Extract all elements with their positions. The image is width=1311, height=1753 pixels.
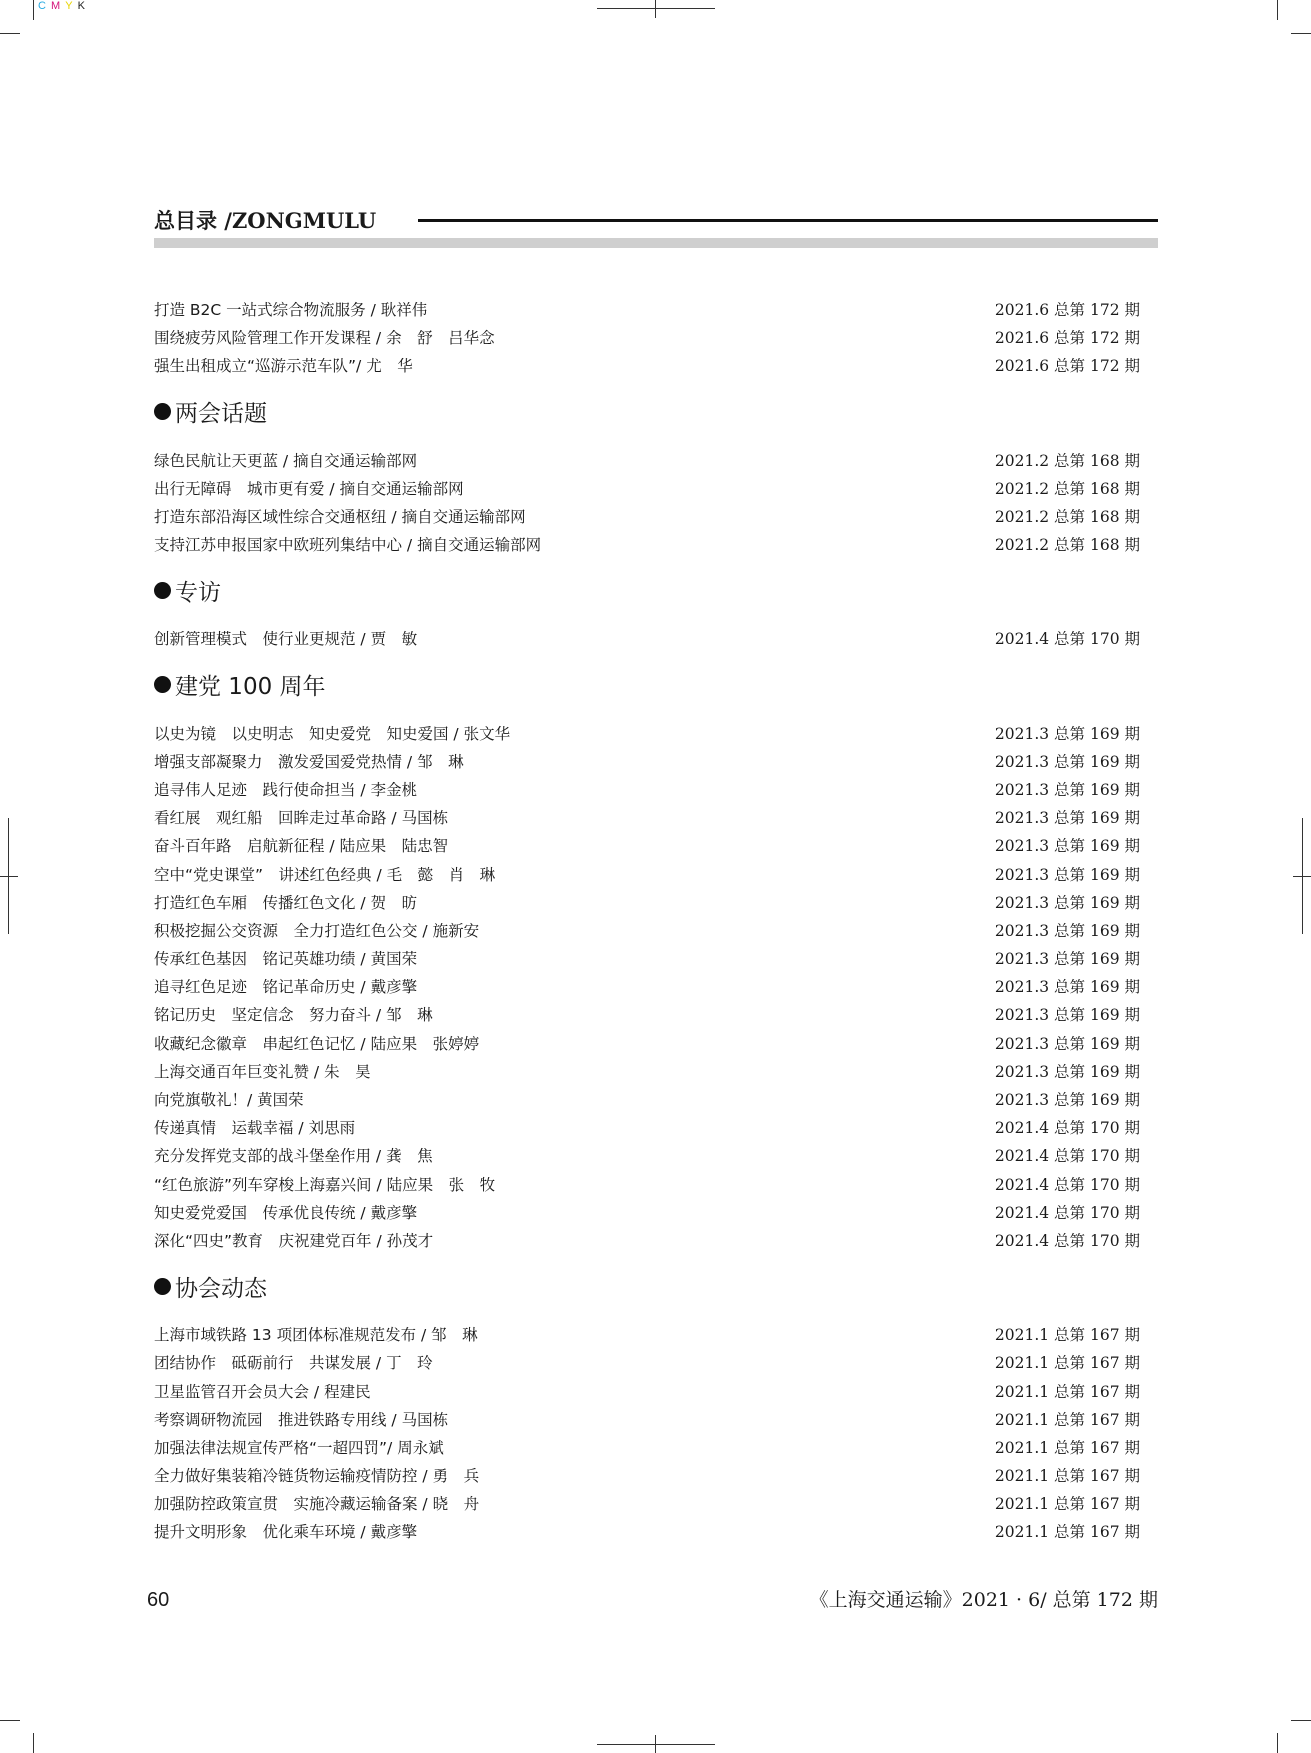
toc-entry (154, 323, 1140, 351)
entry-issue: 2021.4 总第 170 期 (994, 630, 1140, 649)
entry-title: 向党旗敬礼！/ 黄国荣 (154, 1091, 304, 1110)
toc-entry (154, 474, 1140, 502)
entry-title: 奋斗百年路 启航新征程 / 陆应果 陆忠智 (154, 837, 449, 856)
entry-issue: 2021.6 总第 172 期 (994, 301, 1140, 320)
toc-entry (154, 1376, 1140, 1404)
section-heading-text: 两会话题 (175, 401, 267, 428)
toc-entry (154, 351, 1140, 379)
toc-entry (154, 1517, 1140, 1545)
toc-entry (154, 624, 1140, 652)
entry-title: 打造红色车厢 传播红色文化 / 贺 昉 (154, 893, 418, 912)
entry-issue: 2021.3 总第 169 期 (994, 752, 1140, 771)
toc-entry (154, 859, 1140, 887)
toc-entry (154, 719, 1140, 747)
cmyk-c: C (38, 0, 47, 12)
entry-title: 空中“党史课堂” 讲述红色经典 / 毛 懿 肖 琳 (154, 865, 496, 884)
entry-issue: 2021.4 总第 170 期 (994, 1203, 1140, 1222)
entry-title: 全力做好集装箱冷链货物运输疫情防控 / 勇 兵 (154, 1467, 480, 1486)
entry-title: 铭记历史 坚定信念 努力奋斗 / 邹 琳 (154, 1006, 433, 1025)
entry-title: 考察调研物流园 推进铁路专用线 / 马国栋 (154, 1410, 449, 1429)
entry-title: 充分发挥党支部的战斗堡垒作用 / 龚 焦 (154, 1147, 433, 1166)
entry-issue: 2021.1 总第 167 期 (994, 1467, 1140, 1486)
entry-issue: 2021.1 总第 167 期 (994, 1438, 1140, 1457)
registration-mark (655, 1735, 656, 1753)
entry-issue: 2021.3 总第 169 期 (994, 1006, 1140, 1025)
entry-issue: 2021.4 总第 170 期 (994, 1147, 1140, 1166)
registration-mark (8, 818, 9, 934)
entry-title: 传承红色基因 铭记英雄功绩 / 黄国荣 (154, 950, 418, 969)
entry-issue: 2021.3 总第 169 期 (994, 724, 1140, 743)
entry-title: 上海市域铁路 13 项团体标准规范发布 / 邹 琳 (154, 1326, 478, 1345)
entry-title: “红色旅游”列车穿梭上海嘉兴间 / 陆应果 张 牧 (154, 1175, 496, 1194)
entry-issue: 2021.3 总第 169 期 (994, 780, 1140, 799)
crop-mark (1291, 1720, 1311, 1721)
entry-title: 积极挖掘公交资源 全力打造红色公交 / 施新安 (154, 921, 480, 940)
toc-entry (154, 1405, 1140, 1433)
toc-entry (154, 1141, 1140, 1169)
section-heading-text: 协会动态 (175, 1275, 267, 1302)
journal-footer: 《上海交通运输》2021 · 6/ 总第 172 期 (809, 1589, 1158, 1611)
toc-entry (154, 295, 1140, 323)
entry-issue: 2021.1 总第 167 期 (994, 1410, 1140, 1429)
entry-title: 上海交通百年巨变礼赞 / 朱 昊 (154, 1062, 371, 1081)
bullet-icon (154, 582, 171, 599)
cmyk-m: M (51, 0, 62, 12)
entry-issue: 2021.3 总第 169 期 (994, 978, 1140, 997)
entry-issue: 2021.6 总第 172 期 (994, 357, 1140, 376)
page-number: 60 (147, 1589, 170, 1611)
entry-issue: 2021.4 总第 170 期 (994, 1119, 1140, 1138)
entry-title: 支持江苏申报国家中欧班列集结中心 / 摘自交通运输部网 (154, 536, 542, 555)
entry-issue: 2021.4 总第 170 期 (994, 1175, 1140, 1194)
toc-entry (154, 1000, 1140, 1028)
toc-entry (154, 502, 1140, 530)
page-title: 总目录 /ZONGMULU (154, 208, 377, 233)
entry-issue: 2021.3 总第 169 期 (994, 809, 1140, 828)
cmyk-color-bar (38, 0, 86, 12)
entry-title: 知史爱党爱国 传承优良传统 / 戴彦擎 (154, 1203, 418, 1222)
toc-entry (154, 803, 1140, 831)
entry-issue: 2021.1 总第 167 期 (994, 1354, 1140, 1373)
entry-title: 围绕疲劳风险管理工作开发课程 / 余 舒 吕华念 (154, 329, 495, 348)
entry-title: 深化“四史”教育 庆祝建党百年 / 孙茂才 (154, 1231, 434, 1250)
entry-issue: 2021.4 总第 170 期 (994, 1231, 1140, 1250)
entry-title: 提升文明形象 优化乘车环境 / 戴彦擎 (154, 1523, 418, 1542)
registration-mark (1302, 818, 1303, 934)
section-heading (154, 665, 1140, 705)
entry-title: 追寻红色足迹 铭记革命历史 / 戴彦擎 (154, 978, 418, 997)
section-heading-text: 专访 (175, 579, 221, 606)
toc-entry (154, 1461, 1140, 1489)
bullet-icon (154, 1278, 171, 1295)
toc-entry (154, 972, 1140, 1000)
toc-entry (154, 916, 1140, 944)
section-heading (154, 570, 1140, 610)
entry-issue: 2021.3 总第 169 期 (994, 1062, 1140, 1081)
crop-mark (33, 1733, 34, 1753)
toc-entry (154, 1226, 1140, 1254)
entry-title: 看红展 观红船 回眸走过革命路 / 马国栋 (154, 809, 449, 828)
entry-title: 强生出租成立“巡游示范车队”/ 尤 华 (154, 357, 413, 376)
entry-issue: 2021.2 总第 168 期 (994, 479, 1140, 498)
entry-title: 绿色民航让天更蓝 / 摘自交通运输部网 (154, 451, 418, 470)
entry-issue: 2021.3 总第 169 期 (994, 1034, 1140, 1053)
crop-mark (1277, 0, 1278, 20)
entry-issue: 2021.1 总第 167 期 (994, 1326, 1140, 1345)
toc-entry (154, 530, 1140, 558)
toc-entry (154, 1113, 1140, 1141)
entry-issue: 2021.2 总第 168 期 (994, 451, 1140, 470)
header-band (154, 238, 1158, 248)
crop-mark (1277, 1733, 1278, 1753)
section-heading (154, 1266, 1140, 1306)
entry-title: 追寻伟人足迹 践行使命担当 / 李金桃 (154, 780, 418, 799)
toc-entry (154, 944, 1140, 972)
toc-entry (154, 775, 1140, 803)
entry-issue: 2021.1 总第 167 期 (994, 1523, 1140, 1542)
entry-issue: 2021.3 总第 169 期 (994, 950, 1140, 969)
registration-mark (0, 876, 18, 877)
entry-title: 创新管理模式 使行业更规范 / 贾 敏 (154, 630, 418, 649)
entry-title: 传递真情 运载幸福 / 刘思雨 (154, 1119, 356, 1138)
crop-mark (0, 33, 20, 34)
toc-entry (154, 446, 1140, 474)
entry-issue: 2021.6 总第 172 期 (994, 329, 1140, 348)
cmyk-k: K (77, 0, 86, 12)
entry-issue: 2021.3 总第 169 期 (994, 1091, 1140, 1110)
entry-title: 以史为镜 以史明志 知史爱党 知史爱国 / 张文华 (154, 724, 511, 743)
entry-issue: 2021.1 总第 167 期 (994, 1495, 1140, 1514)
entry-title: 打造 B2C 一站式综合物流服务 / 耿祥伟 (154, 301, 428, 320)
entry-issue: 2021.2 总第 168 期 (994, 508, 1140, 527)
cmyk-y: Y (65, 0, 74, 12)
toc-entry (154, 1489, 1140, 1517)
toc-entry (154, 1029, 1140, 1057)
toc-entry (154, 1198, 1140, 1226)
toc-entry (154, 1348, 1140, 1376)
toc-entry (154, 1057, 1140, 1085)
entry-issue: 2021.3 总第 169 期 (994, 837, 1140, 856)
entry-title: 收藏纪念徽章 串起红色记忆 / 陆应果 张婷婷 (154, 1034, 480, 1053)
toc-entry (154, 1320, 1140, 1348)
toc-entry (154, 831, 1140, 859)
entry-issue: 2021.1 总第 167 期 (994, 1382, 1140, 1401)
registration-mark (597, 1744, 715, 1745)
section-interview (154, 570, 1140, 652)
crop-mark (33, 0, 34, 20)
header-rule (418, 219, 1158, 222)
entry-issue: 2021.3 总第 169 期 (994, 921, 1140, 940)
entry-title: 团结协作 砥砺前行 共谋发展 / 丁 玲 (154, 1354, 433, 1373)
registration-mark (655, 0, 656, 18)
toc-entry (154, 1085, 1140, 1113)
entry-title: 出行无障碍 城市更有爱 / 摘自交通运输部网 (154, 479, 464, 498)
section-lianghui (154, 392, 1140, 559)
entry-title: 加强防控政策宣贯 实施冷藏运输备案 / 晓 舟 (154, 1495, 480, 1514)
section-party-centenary (154, 665, 1140, 1255)
entry-title: 打造东部沿海区域性综合交通枢纽 / 摘自交通运输部网 (154, 508, 526, 527)
toc-entry (154, 888, 1140, 916)
section-heading-text: 建党 100 周年 (175, 674, 326, 700)
entry-title: 加强法律法规宣传严格“一超四罚”/ 周永斌 (154, 1438, 444, 1457)
page-header (154, 205, 1158, 245)
registration-mark (597, 8, 715, 9)
crop-mark (0, 1720, 20, 1721)
entry-issue: 2021.2 总第 168 期 (994, 536, 1140, 555)
entry-title: 卫星监管召开会员大会 / 程建民 (154, 1382, 371, 1401)
section-association-news (154, 1266, 1140, 1546)
entry-issue: 2021.3 总第 169 期 (994, 865, 1140, 884)
entry-title: 增强支部凝聚力 激发爱国爱党热情 / 邹 琳 (154, 752, 464, 771)
bullet-icon (154, 676, 171, 693)
toc-entry (154, 1433, 1140, 1461)
table-of-contents (154, 295, 1140, 1546)
entry-issue: 2021.3 总第 169 期 (994, 893, 1140, 912)
section-heading (154, 392, 1140, 432)
crop-mark (1291, 33, 1311, 34)
top-entries (154, 295, 1140, 380)
toc-entry (154, 1170, 1140, 1198)
toc-entry (154, 747, 1140, 775)
bullet-icon (154, 403, 171, 420)
